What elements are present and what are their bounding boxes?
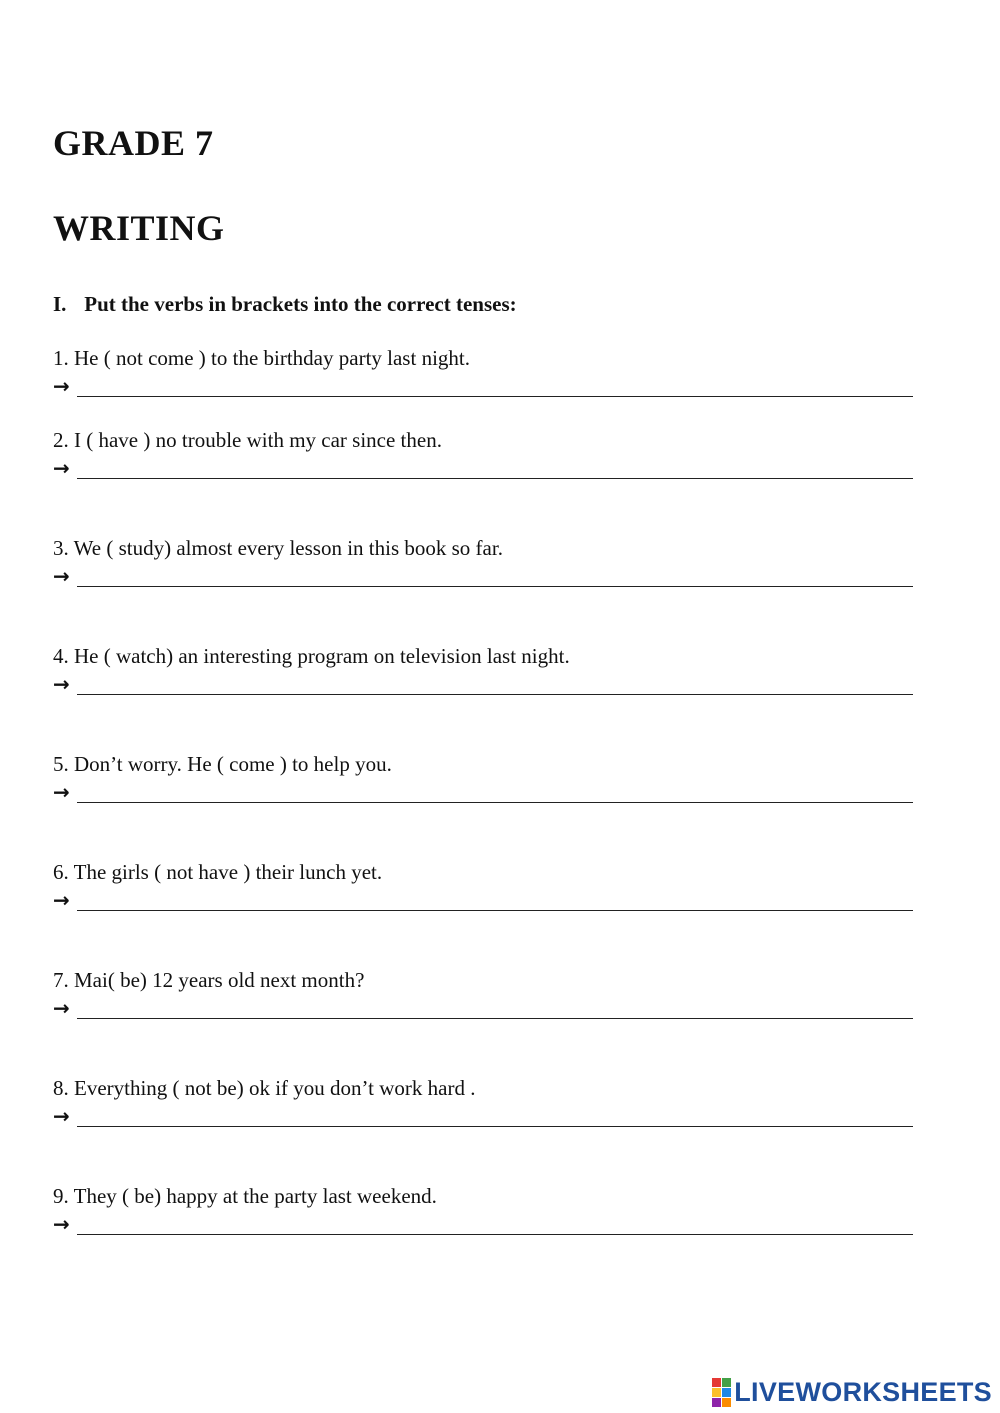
- logo-text: LIVEWORKSHEETS: [734, 1376, 992, 1407]
- answer-line: [53, 376, 913, 398]
- answer-line: [53, 674, 913, 696]
- arrow-right-icon: →: [53, 780, 70, 804]
- question-text: 7. Mai( be) 12 years old next month?: [53, 968, 365, 992]
- logo-block: [722, 1388, 731, 1397]
- logo-blocks-icon: [712, 1378, 731, 1407]
- logo-block: [712, 1388, 721, 1397]
- question-text: 9. They ( be) happy at the party last weekend.: [53, 1184, 437, 1208]
- question-text: 4. He ( watch) an interesting program on television last night.: [53, 644, 570, 668]
- question-1: [53, 346, 913, 398]
- logo-block: [722, 1398, 731, 1407]
- answer-blank-8[interactable]: [77, 1126, 913, 1127]
- answer-line: [53, 1214, 913, 1236]
- question-8: [53, 1076, 913, 1128]
- answer-blank-6[interactable]: [77, 910, 913, 911]
- arrow-right-icon: →: [53, 672, 70, 696]
- question-7: [53, 968, 913, 1020]
- question-text: 8. Everything ( not be) ok if you don’t work hard .: [53, 1076, 476, 1100]
- arrow-right-icon: →: [53, 888, 70, 912]
- question-3: [53, 536, 913, 588]
- answer-line: [53, 566, 913, 588]
- answer-line: [53, 890, 913, 912]
- arrow-right-icon: →: [53, 996, 70, 1020]
- arrow-right-icon: →: [53, 564, 70, 588]
- answer-line: [53, 1106, 913, 1128]
- arrow-right-icon: →: [53, 1212, 70, 1236]
- answer-line: [53, 998, 913, 1020]
- question-text: 3. We ( study) almost every lesson in this book so far.: [53, 536, 503, 560]
- answer-blank-1[interactable]: [77, 396, 913, 397]
- question-5: [53, 752, 913, 804]
- arrow-right-icon: →: [53, 1104, 70, 1128]
- answer-blank-3[interactable]: [77, 586, 913, 587]
- answer-blank-4[interactable]: [77, 694, 913, 695]
- logo-block: [712, 1398, 721, 1407]
- arrow-right-icon: →: [53, 456, 70, 480]
- grade-title: GRADE 7: [53, 123, 214, 163]
- instruction-number: I.: [53, 292, 67, 316]
- answer-blank-9[interactable]: [77, 1234, 913, 1235]
- question-9: [53, 1184, 913, 1236]
- question-text: 6. The girls ( not have ) their lunch yet.: [53, 860, 383, 884]
- answer-blank-2[interactable]: [77, 478, 913, 479]
- answer-line: [53, 782, 913, 804]
- logo-block: [712, 1378, 721, 1387]
- liveworksheets-logo: [712, 1377, 992, 1407]
- question-6: [53, 860, 913, 912]
- question-text: 1. He ( not come ) to the birthday party last night.: [53, 346, 470, 370]
- instruction-text: Put the verbs in brackets into the correct tenses:: [84, 292, 517, 316]
- question-text: 2. I ( have ) no trouble with my car since then.: [53, 428, 442, 452]
- answer-blank-5[interactable]: [77, 802, 913, 803]
- question-2: [53, 428, 913, 480]
- instruction: [53, 292, 517, 317]
- question-text: 5. Don’t worry. He ( come ) to help you.: [53, 752, 392, 776]
- answer-blank-7[interactable]: [77, 1018, 913, 1019]
- section-title: WRITING: [53, 208, 225, 248]
- logo-block: [722, 1378, 731, 1387]
- answer-line: [53, 458, 913, 480]
- arrow-right-icon: →: [53, 374, 70, 398]
- question-4: [53, 644, 913, 696]
